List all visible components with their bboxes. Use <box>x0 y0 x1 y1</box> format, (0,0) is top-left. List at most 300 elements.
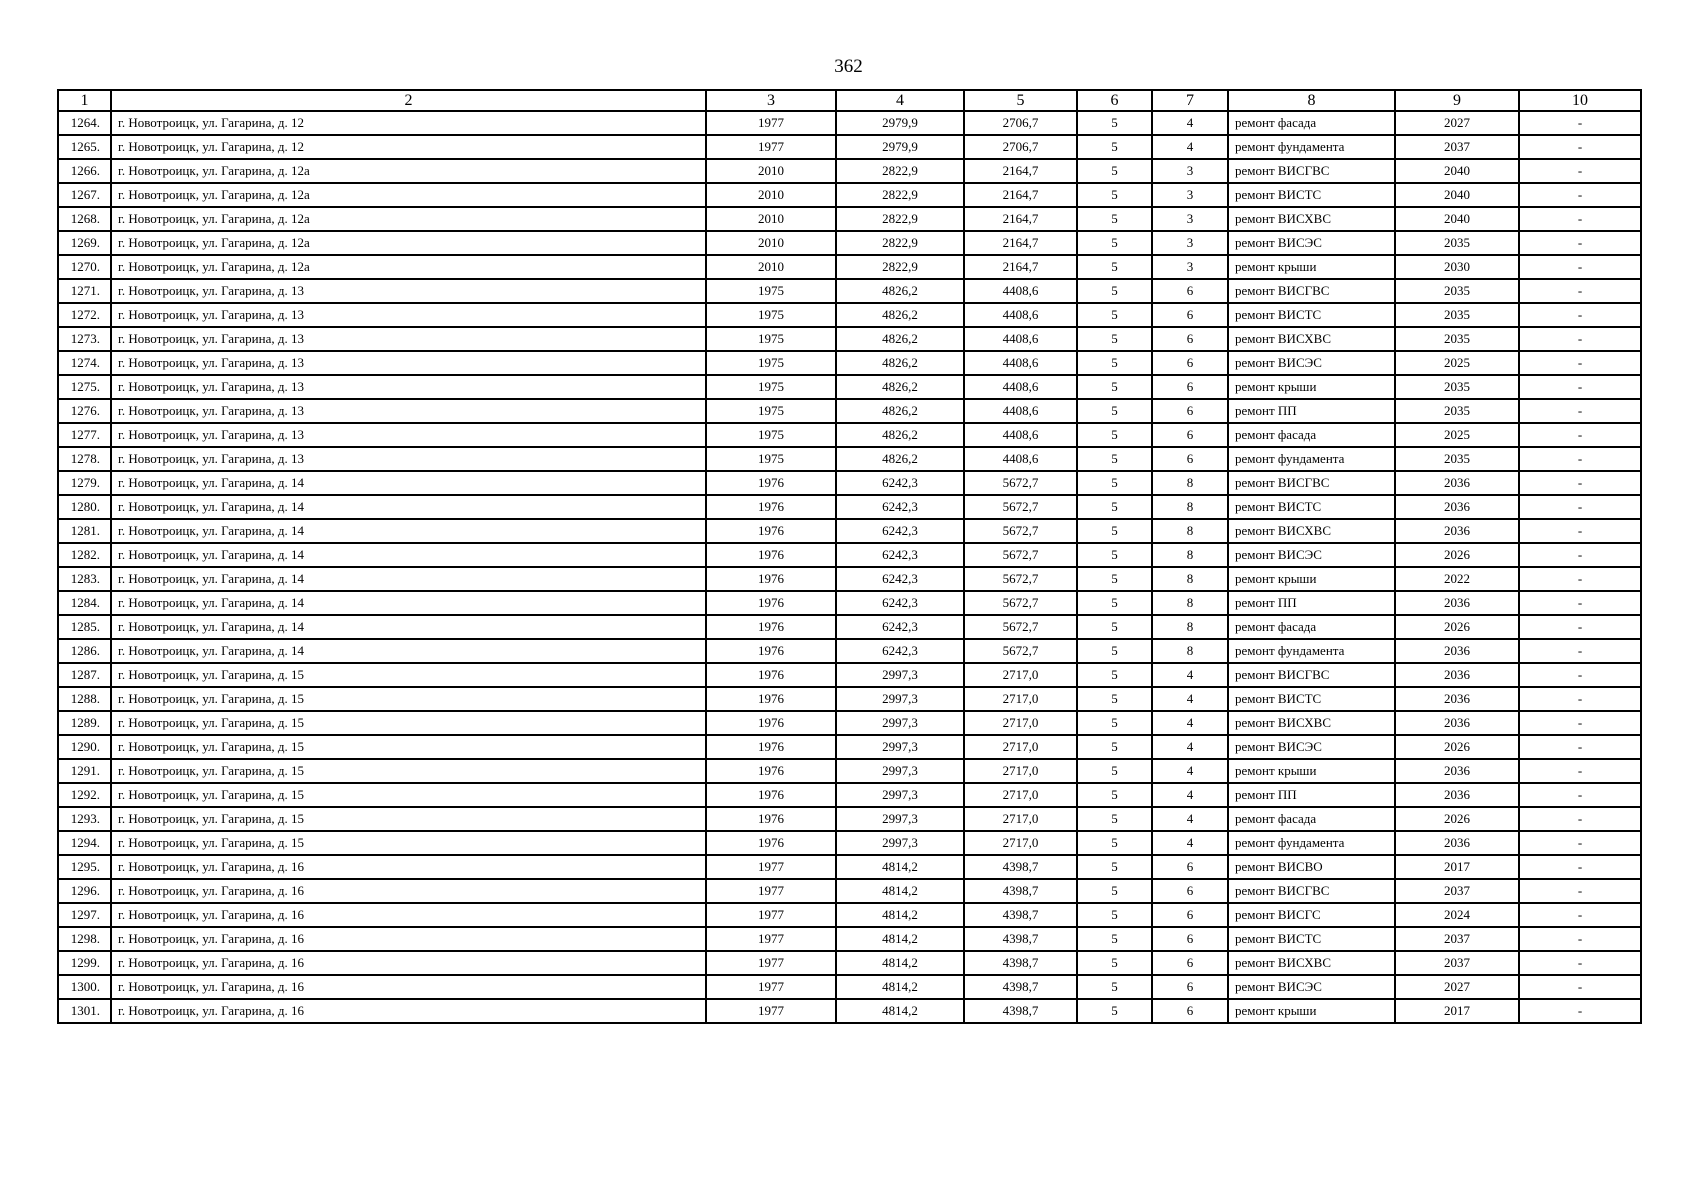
cell-entrances: 6 <box>1152 351 1228 375</box>
cell-total-area: 2822,9 <box>836 159 964 183</box>
cell-planned-year: 2040 <box>1395 183 1519 207</box>
cell-planned-year: 2037 <box>1395 927 1519 951</box>
cell-entrances: 6 <box>1152 375 1228 399</box>
table-row <box>58 327 1641 351</box>
registry-table <box>57 89 1642 1024</box>
cell-entrances: 6 <box>1152 279 1228 303</box>
cell-total-area: 6242,3 <box>836 591 964 615</box>
cell-year-built: 1976 <box>706 615 836 639</box>
cell-total-area: 2997,3 <box>836 783 964 807</box>
cell-living-area: 4408,6 <box>964 279 1077 303</box>
cell-year-built: 1976 <box>706 831 836 855</box>
cell-total-area: 2997,3 <box>836 807 964 831</box>
cell-row-number: 1288. <box>58 687 111 711</box>
cell-entrances: 3 <box>1152 231 1228 255</box>
cell-note: - <box>1519 951 1641 975</box>
cell-floors: 5 <box>1077 519 1152 543</box>
cell-note: - <box>1519 279 1641 303</box>
cell-year-built: 1977 <box>706 903 836 927</box>
cell-year-built: 1976 <box>706 495 836 519</box>
cell-row-number: 1269. <box>58 231 111 255</box>
cell-address: г. Новотроицк, ул. Гагарина, д. 15 <box>111 783 706 807</box>
cell-living-area: 2164,7 <box>964 183 1077 207</box>
cell-row-number: 1275. <box>58 375 111 399</box>
cell-row-number: 1295. <box>58 855 111 879</box>
table-row <box>58 855 1641 879</box>
cell-entrances: 8 <box>1152 543 1228 567</box>
cell-entrances: 4 <box>1152 663 1228 687</box>
cell-floors: 5 <box>1077 951 1152 975</box>
cell-address: г. Новотроицк, ул. Гагарина, д. 16 <box>111 855 706 879</box>
cell-entrances: 3 <box>1152 207 1228 231</box>
cell-floors: 5 <box>1077 255 1152 279</box>
cell-entrances: 6 <box>1152 423 1228 447</box>
cell-address: г. Новотроицк, ул. Гагарина, д. 14 <box>111 567 706 591</box>
cell-work-type: ремонт крыши <box>1228 255 1395 279</box>
cell-work-type: ремонт ПП <box>1228 591 1395 615</box>
cell-note: - <box>1519 831 1641 855</box>
cell-address: г. Новотроицк, ул. Гагарина, д. 12а <box>111 159 706 183</box>
cell-row-number: 1284. <box>58 591 111 615</box>
cell-address: г. Новотроицк, ул. Гагарина, д. 15 <box>111 807 706 831</box>
cell-year-built: 1976 <box>706 543 836 567</box>
cell-row-number: 1271. <box>58 279 111 303</box>
cell-entrances: 8 <box>1152 567 1228 591</box>
cell-entrances: 6 <box>1152 975 1228 999</box>
cell-living-area: 2717,0 <box>964 735 1077 759</box>
cell-work-type: ремонт ВИСХВС <box>1228 327 1395 351</box>
cell-note: - <box>1519 231 1641 255</box>
cell-note: - <box>1519 855 1641 879</box>
cell-year-built: 1975 <box>706 303 836 327</box>
cell-total-area: 4814,2 <box>836 975 964 999</box>
cell-work-type: ремонт ВИСХВС <box>1228 711 1395 735</box>
cell-floors: 5 <box>1077 591 1152 615</box>
cell-entrances: 4 <box>1152 831 1228 855</box>
cell-entrances: 6 <box>1152 303 1228 327</box>
table-row <box>58 879 1641 903</box>
cell-planned-year: 2035 <box>1395 279 1519 303</box>
cell-year-built: 1976 <box>706 687 836 711</box>
cell-floors: 5 <box>1077 807 1152 831</box>
cell-living-area: 4408,6 <box>964 375 1077 399</box>
cell-entrances: 6 <box>1152 399 1228 423</box>
table-row <box>58 423 1641 447</box>
table-row <box>58 279 1641 303</box>
cell-address: г. Новотроицк, ул. Гагарина, д. 14 <box>111 519 706 543</box>
cell-planned-year: 2037 <box>1395 135 1519 159</box>
cell-year-built: 1977 <box>706 975 836 999</box>
cell-living-area: 2164,7 <box>964 207 1077 231</box>
cell-entrances: 6 <box>1152 927 1228 951</box>
cell-living-area: 4408,6 <box>964 423 1077 447</box>
cell-address: г. Новотроицк, ул. Гагарина, д. 15 <box>111 687 706 711</box>
cell-year-built: 2010 <box>706 255 836 279</box>
cell-entrances: 3 <box>1152 255 1228 279</box>
cell-living-area: 5672,7 <box>964 615 1077 639</box>
cell-planned-year: 2017 <box>1395 855 1519 879</box>
cell-planned-year: 2025 <box>1395 423 1519 447</box>
cell-year-built: 1976 <box>706 735 836 759</box>
cell-address: г. Новотроицк, ул. Гагарина, д. 12а <box>111 183 706 207</box>
cell-floors: 5 <box>1077 927 1152 951</box>
cell-floors: 5 <box>1077 687 1152 711</box>
cell-row-number: 1268. <box>58 207 111 231</box>
cell-work-type: ремонт ПП <box>1228 399 1395 423</box>
table-row <box>58 783 1641 807</box>
cell-total-area: 4826,2 <box>836 423 964 447</box>
cell-living-area: 4398,7 <box>964 951 1077 975</box>
table-row <box>58 519 1641 543</box>
cell-address: г. Новотроицк, ул. Гагарина, д. 16 <box>111 975 706 999</box>
cell-note: - <box>1519 255 1641 279</box>
cell-entrances: 4 <box>1152 783 1228 807</box>
cell-row-number: 1276. <box>58 399 111 423</box>
cell-entrances: 6 <box>1152 879 1228 903</box>
cell-note: - <box>1519 879 1641 903</box>
table-row <box>58 999 1641 1023</box>
cell-floors: 5 <box>1077 903 1152 927</box>
cell-total-area: 2997,3 <box>836 687 964 711</box>
cell-total-area: 4814,2 <box>836 879 964 903</box>
cell-planned-year: 2037 <box>1395 951 1519 975</box>
cell-total-area: 2822,9 <box>836 183 964 207</box>
cell-entrances: 4 <box>1152 711 1228 735</box>
cell-year-built: 1975 <box>706 447 836 471</box>
cell-work-type: ремонт ВИСГС <box>1228 903 1395 927</box>
cell-work-type: ремонт фасада <box>1228 615 1395 639</box>
table-row <box>58 351 1641 375</box>
cell-work-type: ремонт ВИСТС <box>1228 687 1395 711</box>
cell-floors: 5 <box>1077 135 1152 159</box>
cell-year-built: 1977 <box>706 999 836 1023</box>
column-header: 6 <box>1077 90 1152 111</box>
cell-floors: 5 <box>1077 447 1152 471</box>
table-row <box>58 111 1641 135</box>
table-row <box>58 231 1641 255</box>
cell-address: г. Новотроицк, ул. Гагарина, д. 15 <box>111 759 706 783</box>
cell-address: г. Новотроицк, ул. Гагарина, д. 14 <box>111 615 706 639</box>
cell-row-number: 1293. <box>58 807 111 831</box>
cell-living-area: 2717,0 <box>964 831 1077 855</box>
cell-planned-year: 2022 <box>1395 567 1519 591</box>
cell-year-built: 1975 <box>706 351 836 375</box>
cell-row-number: 1266. <box>58 159 111 183</box>
cell-year-built: 1976 <box>706 759 836 783</box>
cell-floors: 5 <box>1077 975 1152 999</box>
cell-living-area: 2717,0 <box>964 783 1077 807</box>
cell-note: - <box>1519 903 1641 927</box>
column-header: 2 <box>111 90 706 111</box>
cell-planned-year: 2026 <box>1395 807 1519 831</box>
table-row <box>58 807 1641 831</box>
cell-note: - <box>1519 447 1641 471</box>
cell-total-area: 2997,3 <box>836 831 964 855</box>
cell-entrances: 6 <box>1152 855 1228 879</box>
cell-living-area: 2717,0 <box>964 759 1077 783</box>
cell-note: - <box>1519 783 1641 807</box>
table-row <box>58 255 1641 279</box>
cell-year-built: 1977 <box>706 951 836 975</box>
cell-planned-year: 2036 <box>1395 471 1519 495</box>
cell-address: г. Новотроицк, ул. Гагарина, д. 15 <box>111 831 706 855</box>
cell-entrances: 4 <box>1152 807 1228 831</box>
cell-address: г. Новотроицк, ул. Гагарина, д. 15 <box>111 735 706 759</box>
cell-work-type: ремонт ВИСГВС <box>1228 159 1395 183</box>
cell-work-type: ремонт ВИСХВС <box>1228 519 1395 543</box>
cell-work-type: ремонт крыши <box>1228 759 1395 783</box>
table-row <box>58 639 1641 663</box>
cell-address: г. Новотроицк, ул. Гагарина, д. 12а <box>111 255 706 279</box>
cell-planned-year: 2036 <box>1395 639 1519 663</box>
cell-note: - <box>1519 807 1641 831</box>
cell-entrances: 4 <box>1152 687 1228 711</box>
cell-entrances: 8 <box>1152 519 1228 543</box>
column-header: 10 <box>1519 90 1641 111</box>
cell-work-type: ремонт ВИСЭС <box>1228 351 1395 375</box>
cell-address: г. Новотроицк, ул. Гагарина, д. 12 <box>111 135 706 159</box>
cell-year-built: 1977 <box>706 111 836 135</box>
cell-year-built: 2010 <box>706 159 836 183</box>
column-header: 4 <box>836 90 964 111</box>
cell-floors: 5 <box>1077 783 1152 807</box>
cell-planned-year: 2017 <box>1395 999 1519 1023</box>
cell-living-area: 5672,7 <box>964 519 1077 543</box>
cell-entrances: 4 <box>1152 135 1228 159</box>
cell-address: г. Новотроицк, ул. Гагарина, д. 14 <box>111 639 706 663</box>
cell-planned-year: 2036 <box>1395 759 1519 783</box>
cell-note: - <box>1519 495 1641 519</box>
table-row <box>58 927 1641 951</box>
cell-entrances: 4 <box>1152 759 1228 783</box>
cell-floors: 5 <box>1077 567 1152 591</box>
cell-row-number: 1270. <box>58 255 111 279</box>
column-header: 9 <box>1395 90 1519 111</box>
cell-living-area: 4408,6 <box>964 327 1077 351</box>
cell-work-type: ремонт ВИСЭС <box>1228 975 1395 999</box>
cell-planned-year: 2024 <box>1395 903 1519 927</box>
cell-living-area: 2164,7 <box>964 231 1077 255</box>
table-row <box>58 543 1641 567</box>
table-row <box>58 207 1641 231</box>
cell-row-number: 1283. <box>58 567 111 591</box>
cell-year-built: 1976 <box>706 591 836 615</box>
cell-note: - <box>1519 303 1641 327</box>
cell-note: - <box>1519 399 1641 423</box>
cell-floors: 5 <box>1077 423 1152 447</box>
cell-row-number: 1277. <box>58 423 111 447</box>
cell-address: г. Новотроицк, ул. Гагарина, д. 14 <box>111 495 706 519</box>
cell-floors: 5 <box>1077 471 1152 495</box>
cell-row-number: 1267. <box>58 183 111 207</box>
cell-year-built: 1976 <box>706 471 836 495</box>
cell-note: - <box>1519 999 1641 1023</box>
cell-address: г. Новотроицк, ул. Гагарина, д. 13 <box>111 327 706 351</box>
table-row <box>58 951 1641 975</box>
cell-floors: 5 <box>1077 231 1152 255</box>
cell-year-built: 1976 <box>706 711 836 735</box>
cell-planned-year: 2036 <box>1395 591 1519 615</box>
cell-floors: 5 <box>1077 999 1152 1023</box>
cell-note: - <box>1519 687 1641 711</box>
cell-work-type: ремонт ПП <box>1228 783 1395 807</box>
cell-total-area: 6242,3 <box>836 519 964 543</box>
cell-living-area: 4398,7 <box>964 999 1077 1023</box>
cell-note: - <box>1519 135 1641 159</box>
cell-year-built: 1975 <box>706 423 836 447</box>
cell-planned-year: 2027 <box>1395 111 1519 135</box>
cell-year-built: 1975 <box>706 279 836 303</box>
cell-address: г. Новотроицк, ул. Гагарина, д. 12а <box>111 207 706 231</box>
cell-total-area: 4814,2 <box>836 855 964 879</box>
cell-living-area: 5672,7 <box>964 543 1077 567</box>
cell-entrances: 8 <box>1152 639 1228 663</box>
cell-note: - <box>1519 663 1641 687</box>
cell-row-number: 1290. <box>58 735 111 759</box>
cell-year-built: 1977 <box>706 855 836 879</box>
cell-note: - <box>1519 567 1641 591</box>
cell-row-number: 1298. <box>58 927 111 951</box>
cell-note: - <box>1519 591 1641 615</box>
cell-planned-year: 2035 <box>1395 447 1519 471</box>
column-header: 8 <box>1228 90 1395 111</box>
cell-year-built: 2010 <box>706 183 836 207</box>
cell-address: г. Новотроицк, ул. Гагарина, д. 14 <box>111 471 706 495</box>
cell-entrances: 6 <box>1152 327 1228 351</box>
cell-year-built: 1975 <box>706 327 836 351</box>
cell-year-built: 2010 <box>706 207 836 231</box>
cell-total-area: 4826,2 <box>836 351 964 375</box>
cell-year-built: 1976 <box>706 639 836 663</box>
cell-address: г. Новотроицк, ул. Гагарина, д. 13 <box>111 351 706 375</box>
cell-address: г. Новотроицк, ул. Гагарина, д. 12 <box>111 111 706 135</box>
cell-entrances: 6 <box>1152 951 1228 975</box>
cell-entrances: 8 <box>1152 471 1228 495</box>
cell-floors: 5 <box>1077 111 1152 135</box>
cell-note: - <box>1519 927 1641 951</box>
cell-planned-year: 2036 <box>1395 783 1519 807</box>
cell-floors: 5 <box>1077 183 1152 207</box>
table-row <box>58 663 1641 687</box>
cell-row-number: 1264. <box>58 111 111 135</box>
cell-note: - <box>1519 207 1641 231</box>
cell-row-number: 1286. <box>58 639 111 663</box>
table-row <box>58 975 1641 999</box>
cell-floors: 5 <box>1077 711 1152 735</box>
column-header: 5 <box>964 90 1077 111</box>
cell-work-type: ремонт ВИСГВС <box>1228 279 1395 303</box>
cell-address: г. Новотроицк, ул. Гагарина, д. 14 <box>111 543 706 567</box>
cell-total-area: 2997,3 <box>836 759 964 783</box>
cell-planned-year: 2035 <box>1395 399 1519 423</box>
table-row <box>58 399 1641 423</box>
cell-row-number: 1289. <box>58 711 111 735</box>
cell-note: - <box>1519 423 1641 447</box>
cell-address: г. Новотроицк, ул. Гагарина, д. 16 <box>111 951 706 975</box>
cell-planned-year: 2040 <box>1395 207 1519 231</box>
cell-living-area: 2706,7 <box>964 111 1077 135</box>
cell-work-type: ремонт фундамента <box>1228 135 1395 159</box>
cell-planned-year: 2037 <box>1395 879 1519 903</box>
cell-total-area: 6242,3 <box>836 567 964 591</box>
column-header: 3 <box>706 90 836 111</box>
cell-year-built: 2010 <box>706 231 836 255</box>
column-header: 7 <box>1152 90 1228 111</box>
cell-floors: 5 <box>1077 207 1152 231</box>
cell-floors: 5 <box>1077 159 1152 183</box>
cell-year-built: 1976 <box>706 519 836 543</box>
cell-row-number: 1292. <box>58 783 111 807</box>
cell-living-area: 4408,6 <box>964 351 1077 375</box>
cell-planned-year: 2040 <box>1395 159 1519 183</box>
cell-living-area: 5672,7 <box>964 495 1077 519</box>
cell-living-area: 2164,7 <box>964 159 1077 183</box>
cell-floors: 5 <box>1077 855 1152 879</box>
cell-planned-year: 2036 <box>1395 711 1519 735</box>
cell-row-number: 1282. <box>58 543 111 567</box>
cell-entrances: 4 <box>1152 111 1228 135</box>
cell-work-type: ремонт фундамента <box>1228 639 1395 663</box>
cell-year-built: 1975 <box>706 399 836 423</box>
cell-living-area: 2717,0 <box>964 711 1077 735</box>
cell-address: г. Новотроицк, ул. Гагарина, д. 14 <box>111 591 706 615</box>
cell-work-type: ремонт ВИСЭС <box>1228 231 1395 255</box>
cell-entrances: 3 <box>1152 159 1228 183</box>
cell-work-type: ремонт ВИСТС <box>1228 183 1395 207</box>
cell-note: - <box>1519 183 1641 207</box>
cell-row-number: 1291. <box>58 759 111 783</box>
cell-entrances: 8 <box>1152 591 1228 615</box>
cell-total-area: 4826,2 <box>836 327 964 351</box>
cell-entrances: 8 <box>1152 615 1228 639</box>
cell-floors: 5 <box>1077 303 1152 327</box>
cell-total-area: 4826,2 <box>836 279 964 303</box>
cell-address: г. Новотроицк, ул. Гагарина, д. 13 <box>111 303 706 327</box>
cell-entrances: 3 <box>1152 183 1228 207</box>
cell-planned-year: 2036 <box>1395 663 1519 687</box>
table-row <box>58 759 1641 783</box>
cell-total-area: 6242,3 <box>836 615 964 639</box>
cell-address: г. Новотроицк, ул. Гагарина, д. 12а <box>111 231 706 255</box>
cell-living-area: 4398,7 <box>964 927 1077 951</box>
cell-note: - <box>1519 471 1641 495</box>
cell-work-type: ремонт ВИСГВС <box>1228 879 1395 903</box>
cell-address: г. Новотроицк, ул. Гагарина, д. 16 <box>111 903 706 927</box>
cell-year-built: 1977 <box>706 927 836 951</box>
cell-floors: 5 <box>1077 495 1152 519</box>
cell-work-type: ремонт фундамента <box>1228 831 1395 855</box>
cell-floors: 5 <box>1077 759 1152 783</box>
cell-work-type: ремонт ВИСТС <box>1228 303 1395 327</box>
cell-address: г. Новотроицк, ул. Гагарина, д. 15 <box>111 663 706 687</box>
cell-living-area: 5672,7 <box>964 567 1077 591</box>
cell-year-built: 1976 <box>706 783 836 807</box>
cell-work-type: ремонт ВИСХВС <box>1228 207 1395 231</box>
cell-row-number: 1285. <box>58 615 111 639</box>
cell-total-area: 6242,3 <box>836 495 964 519</box>
cell-living-area: 4408,6 <box>964 447 1077 471</box>
cell-floors: 5 <box>1077 831 1152 855</box>
cell-total-area: 2822,9 <box>836 255 964 279</box>
cell-note: - <box>1519 735 1641 759</box>
table-row <box>58 711 1641 735</box>
cell-planned-year: 2036 <box>1395 687 1519 711</box>
cell-total-area: 4826,2 <box>836 447 964 471</box>
cell-living-area: 4398,7 <box>964 855 1077 879</box>
cell-total-area: 6242,3 <box>836 639 964 663</box>
cell-living-area: 2717,0 <box>964 663 1077 687</box>
cell-work-type: ремонт ВИСГВС <box>1228 471 1395 495</box>
